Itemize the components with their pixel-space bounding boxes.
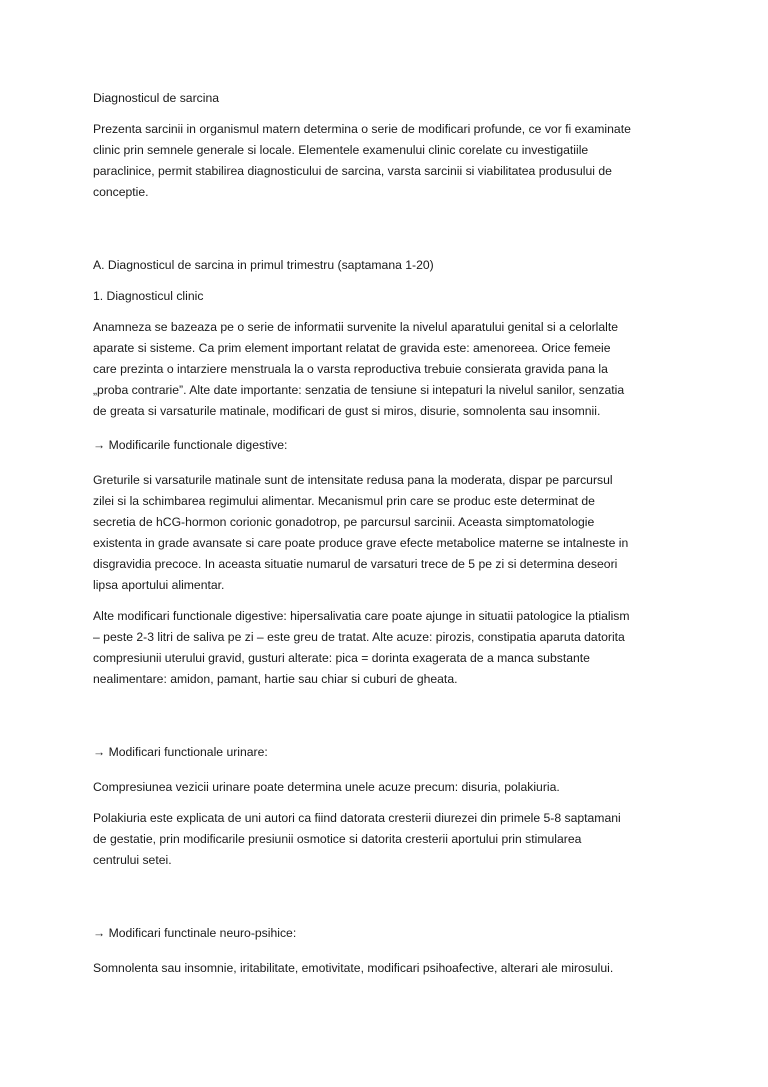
digestive-heading: → Modificarile functionale digestive: [93, 438, 288, 452]
section-a-heading: A. Diagnosticul de sarcina in primul trimestru (saptamana 1-20) [93, 258, 434, 272]
anamneza-paragraph: Anamneza se bazeaza pe o serie de informatii survenite la nivelul aparatului genital si a celorlalte aparate si sisteme. Ca prim element important relatat de gravida este: amenoreea. Orice femeie care prezinta o intarziere menstruala la o varsta reproductiva trebuie consierata gravida pana la „proba contrarie”. Alte date importante: senzatia de tensiune si intepaturi la nivelul sanilor, senzatia de greata si varsaturile matinale, modificari de gust si miros, disurie, somnolenta sau insomnii. [93, 320, 625, 418]
alte-modificari-paragraph: Alte modificari functionale digestive: hipersalivatia care poate ajunge in situatii patologice la ptialism – peste 2-3 litri de saliva pe zi – este greu de tratat. Alte acuze: pirozis, constipatia aparuta datorita compresiunii uterului gravid, gusturi alterate: pica = dorinta exagerata de a manca substante nealimentare: amidon, pamant, hartie sau chiar si cuburi de gheata. [93, 609, 630, 686]
polakiuria-paragraph: Polakiuria este explicata de uni autori ca fiind datorata cresterii diurezei din primele 5-8 saptamani de gestatie, prin modificarile presiunii osmotice si datorita cresterii aportului prin stimularea centrului setei. [93, 811, 621, 867]
document-body [93, 88, 683, 979]
urinare-heading: → Modificari functionale urinare: [93, 745, 268, 759]
document-title: Diagnosticul de sarcina [93, 91, 220, 105]
intro-paragraph: Prezenta sarcinii in organismul matern determina o serie de modificari profunde, ce vor fi examinate clinic prin semnele generale si locale. Elementele examenului clinic corelate cu investigatiile paraclinice, permit stabilirea diagnosticului de sarcina, varsta sarcinii si viabilitatea produsului de conceptie. [93, 122, 631, 199]
somnolenta-paragraph: Somnolenta sau insomnie, iritabilitate, emotivitate, modificari psihoafective, alterari ale mirosului. [93, 961, 614, 975]
greturi-paragraph: Greturile si varsaturile matinale sunt de intensitate redusa pana la moderata, dispar pe parcursul zilei si la schimbarea regimului alimentar. Mecanismul prin care se produc este determinat de secretia de hCG-hormon corionic gonadotrop, pe parcursul sarcinii. Aceasta simptomatologie existenta in grade avansate si care poate produce grave efecte metabolice materne se intalneste in disgravidia precoce. In aceasta situatie numarul de varsaturi trece de 5 pe zi si determina deseori lipsa aportului alimentar. [93, 473, 629, 592]
compresiunea-paragraph: Compresiunea vezicii urinare poate determina unele acuze precum: disuria, polakiuria. [93, 780, 560, 794]
neuro-psihice-heading: → Modificari functinale neuro-psihice: [93, 926, 297, 940]
subsection-1-heading: 1. Diagnosticul clinic [93, 289, 204, 303]
